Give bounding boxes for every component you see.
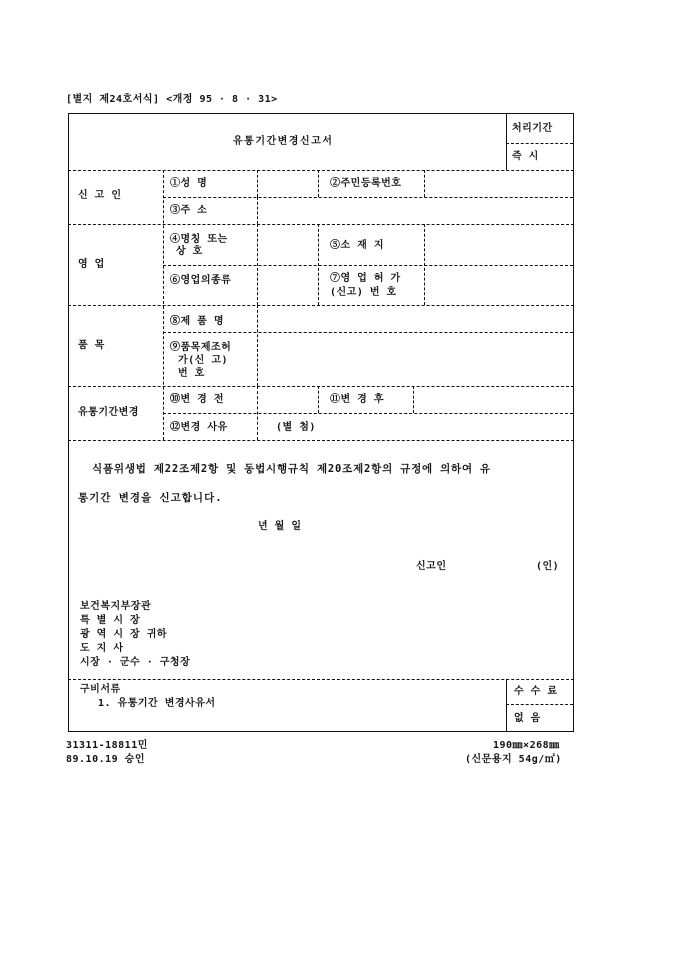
name-label: ①성 명 <box>170 178 208 189</box>
declaration-line-1: 식품위생법 제22조제2항 및 동법시행규칙 제20조제2항의 규정에 의하여 유 <box>92 463 491 475</box>
product-permit-label-3: 번 호 <box>178 368 205 379</box>
change-section-label: 유통기간변경 <box>78 407 139 418</box>
reporter-section-label: 신 고 인 <box>78 190 122 201</box>
trade-name-label-1: ④명칭 또는 <box>170 234 228 245</box>
recipient-special-city: 특 별 시 장 <box>80 615 141 626</box>
location-label: ⑤소 재 지 <box>330 240 385 251</box>
paper-size: 190㎜×268㎜ <box>493 740 560 751</box>
form-number-header: [별지 제24호서식] <개정 95 · 8 · 31> <box>66 94 278 105</box>
frame-left <box>68 113 69 731</box>
recipient-governor: 도 지 사 <box>80 643 124 654</box>
seal-mark: (인) <box>536 561 560 572</box>
fee-value: 없 음 <box>514 713 541 724</box>
trade-name-label-2: 상 호 <box>176 246 203 257</box>
paper-type: (신문용지 54g/㎡) <box>465 754 562 765</box>
declaration-line-2: 통기간 변경을 신고합니다. <box>78 492 223 504</box>
business-type-label: ⑥영업의종류 <box>170 275 232 286</box>
recipient-local-heads: 시장 · 군수 · 구청장 <box>80 657 191 668</box>
frame-right <box>573 113 574 731</box>
processing-divider <box>506 113 507 170</box>
address-label: ③주 소 <box>170 205 208 216</box>
date-line: 년 월 일 <box>258 521 302 532</box>
rrn-label: ②주민등록번호 <box>330 178 402 189</box>
required-doc-item-1: 1. 유통기간 변경사유서 <box>98 698 216 709</box>
permit-number-label-1: ⑦영 업 허 가 <box>330 273 401 284</box>
business-section-label: 영 업 <box>78 259 105 270</box>
change-reason-value: (별 첨) <box>276 422 316 433</box>
frame-bottom <box>68 731 574 732</box>
signer-label: 신고인 <box>416 561 447 572</box>
before-change-label: ⑩변 경 전 <box>170 394 225 405</box>
product-name-label: ⑧제 품 명 <box>170 316 225 327</box>
processing-period-value: 즉 시 <box>512 151 539 162</box>
form-title: 유통기간변경신고서 <box>233 136 334 147</box>
required-docs-label: 구비서류 <box>80 684 121 695</box>
product-section-label: 품 목 <box>78 340 105 351</box>
after-change-label: ⑪변 경 후 <box>330 394 385 405</box>
processing-period-label: 처리기간 <box>512 123 553 134</box>
permit-number-label-2: (신고) 번 호 <box>330 287 397 298</box>
product-permit-label-2: 가(신 고) <box>178 355 229 366</box>
fee-label: 수 수 료 <box>514 686 558 697</box>
form-code: 31311-18811민 <box>66 740 148 751</box>
recipient-minister: 보건복지부장관 <box>80 601 152 612</box>
product-permit-label-1: ⑨품목제조허 <box>170 342 232 353</box>
frame-top <box>68 113 574 114</box>
change-reason-label: ⑫변경 사유 <box>170 422 228 433</box>
recipient-metro-city: 광 역 시 장 귀하 <box>80 629 168 640</box>
approval-date: 89.10.19 승인 <box>66 754 146 765</box>
fee-divider <box>506 679 507 731</box>
